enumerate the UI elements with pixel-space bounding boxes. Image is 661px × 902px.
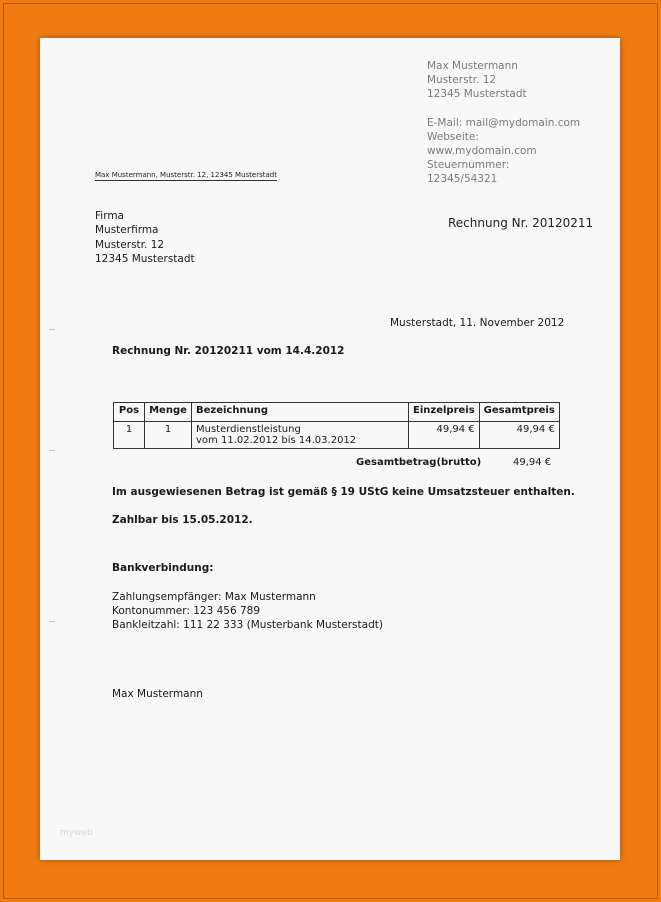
cell-desc-line-2: vom 11.02.2012 bis 14.03.2012 [196, 435, 357, 446]
invoice-page [40, 38, 620, 860]
header-pos: Pos [114, 403, 145, 422]
payment-due: Zahlbar bis 15.05.2012. [112, 514, 253, 526]
sender-website: www.mydomain.com [427, 145, 537, 158]
letter-subject: Rechnung Nr. 20120211 vom 14.4.2012 [112, 345, 345, 357]
recipient-line-2: Musterfirma [95, 224, 159, 237]
bank-recipient: Zahlungsempfänger: Max Mustermann [112, 591, 316, 603]
bank-account: Kontonummer: 123 456 789 [112, 605, 261, 618]
recipient-address [95, 209, 195, 266]
sender-city: 12345 Musterstadt [427, 88, 527, 101]
sender-name: Max Mustermann [427, 60, 518, 72]
header-qty: Menge [145, 403, 192, 422]
invoice-title: Rechnung Nr. 20120211 [448, 216, 594, 230]
bank-code: Bankleitzahl: 111 22 333 (Musterbank Musterstadt) [112, 619, 383, 632]
sender-tax-number: 12345/54321 [427, 173, 498, 186]
punch-mark [49, 450, 55, 451]
fold-mark [49, 621, 55, 622]
recipient-line-3: Musterstr. 12 [95, 238, 165, 251]
fold-mark [49, 329, 55, 330]
cell-desc-line-1: Musterdienstleistung [196, 424, 301, 435]
total-value: 49,94 € [513, 457, 552, 468]
table-row [114, 422, 560, 449]
cell-total-price: 49,94 € [479, 422, 559, 449]
bank-details [112, 590, 383, 633]
sender-email: E-Mail: mail@mydomain.com [427, 116, 581, 129]
invoice-items-table [113, 402, 560, 449]
recipient-line-1: Firma [95, 210, 124, 222]
header-unit-price: Einzelpreis [409, 403, 480, 422]
sender-website-label: Webseite: [427, 130, 479, 143]
return-address-line: Max Mustermann, Musterstr. 12, 12345 Musterstadt [95, 171, 277, 179]
bank-heading: Bankverbindung: [112, 562, 214, 574]
cell-qty: 1 [145, 422, 192, 449]
sender-street: Musterstr. 12 [427, 74, 497, 87]
total-label: Gesamtbetrag(brutto) [356, 457, 482, 468]
sender-tax-label: Steuernummer: [427, 159, 510, 172]
cell-unit-price: 49,94 € [409, 422, 480, 449]
table-header-row [114, 403, 560, 422]
signature-name: Max Mustermann [112, 688, 203, 700]
header-total-price: Gesamtpreis [479, 403, 559, 422]
header-desc: Bezeichnung [192, 403, 409, 422]
tax-note: Im ausgewiesenen Betrag ist gemäß § 19 UStG keine Umsatzsteuer enthalten. [112, 486, 575, 498]
cell-desc [192, 422, 409, 449]
recipient-line-4: 12345 Musterstadt [95, 252, 195, 265]
watermark: myweb [60, 828, 93, 838]
cell-pos: 1 [114, 422, 145, 449]
sender-address [427, 59, 580, 187]
letter-date: Musterstadt, 11. November 2012 [390, 317, 565, 329]
